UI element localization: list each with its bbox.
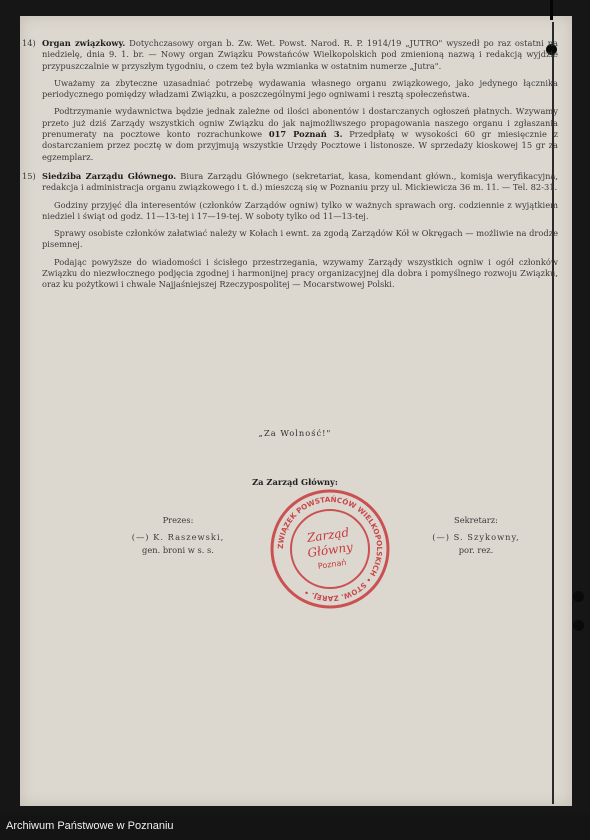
motto: „Za Wolność!" <box>258 428 332 438</box>
paragraph: Dotychczasowy organ b. Zw. Wet. Powst. Narod. R. P. 1914/19 „JUTRO" wyszedł po raz ostatni na niedzielę, dnia 9. 1. br. — Nowy organ Związku Powstańców Wielkopolskich pod zmienioną nazwą i redakcją wyjdzie przypuszczalnie w przyszłym tygodniu, o czem też była wzmianka w ostatnim numerze „Jutra". <box>42 38 558 71</box>
section-title: Siedziba Zarządu Głównego. <box>42 170 177 181</box>
punch-hole <box>573 591 584 602</box>
paragraph: Podając powyższe do wiadomości i ścisłego przestrzegania, wzywamy Zarządy wszystkich ogniw i ogół członków Związku do niezwłocznego podjęcia zgodnej i harmonijnej pracy organizacyjnej dla dobra i pomyślnego rozwoju Związku, oraz ku pożytkowi i chwale Najjaśniejszej Rzeczypospolitej — Mocarstwowej Polski. <box>42 256 558 290</box>
punch-hole <box>573 620 584 631</box>
paragraph: Godziny przyjęć dla interesentów (członków Zarządów ogniw) tylko w ważnych sprawach org. codziennie z wyjątkiem niedziel i świąt od godz. 11—13-tej i 17—19-tej. W soboty tylko od 11—13-tej. <box>42 199 558 221</box>
secretary-signature <box>396 514 556 557</box>
secretary-name: (—) S. Szykowny, <box>432 532 520 542</box>
page-edge-mark <box>550 0 553 20</box>
paragraph: Podtrzymanie wydawnictwa będzie jednak zależne od ilości abonentów i dostarczanych ogłoszeń płatnych. Wzywamy przeto już dziś Zarządy wszystkich ogniw Związku do jak najmożliwszego propagowania naszego organu i zgłaszania prenumeraty na pocztowe konto rozrachunkowe 017 Poznań 3. Przedpłatę w wysokości 60 gr miesięcznie z dostarczaniem przez pocztę w dom przyjmują wszystkie Urzędy Pocztowe i listonosze. W sprzedaży kioskowej 15 gr za egzemplarz. <box>42 106 559 162</box>
official-stamp <box>268 487 392 611</box>
stamp-line-1: Zarząd <box>306 525 351 546</box>
document-body <box>22 38 559 297</box>
president-signature <box>98 514 258 557</box>
president-role: Prezes: <box>162 515 194 525</box>
secretary-rank: por. rez. <box>458 545 494 555</box>
account-number: 017 Poznań 3. <box>268 129 343 140</box>
section-14 <box>22 38 559 163</box>
section-title: Organ związkowy. <box>42 38 126 48</box>
section-15 <box>22 170 559 291</box>
paragraph: Sprawy osobiste członków załatwiać należy w Kołach i ewnt. za zgodą Zarządów Kół w Okręgach — możliwie na drodze pisemnej. <box>42 228 558 250</box>
secretary-role: Sekretarz: <box>454 515 498 525</box>
board-heading: Za Zarząd Główny: <box>252 477 338 487</box>
section-number: 14) <box>22 38 36 48</box>
president-rank: gen. broni w s. s. <box>142 545 214 555</box>
stamp-ring-text: ZWIĄZEK POWSTAŃCÓW WIELKOPOLSKICH • STOW. ZAREJ. • <box>275 494 385 604</box>
paragraph: Biura Zarządu Głównego (sekretariat, kasa, komendant główn., komisja weryfikacyjna, redakcja i administracja organu związkowego i t. d.) mieszczą się w Poznaniu przy ul. Mickiewicza 36 m. 11. — Tel. 82-31. <box>42 170 559 193</box>
stamp-line-2: Główny <box>306 539 354 561</box>
paragraph: Uważamy za zbyteczne uzasadniać potrzebę wydawania własnego organu związkowego, jako jedynego łącznika periodycznego pomiędzy władzami Związku, a poszczególnymi jego ogniwami i resztą społeczeństwa. <box>42 77 558 100</box>
section-number: 15) <box>22 170 36 181</box>
president-name: (—) K. Raszewski, <box>131 532 225 542</box>
archive-footer: Archiwum Państwowe w Poznaniu <box>0 813 590 840</box>
stamp-line-3: Poznań <box>317 557 347 571</box>
